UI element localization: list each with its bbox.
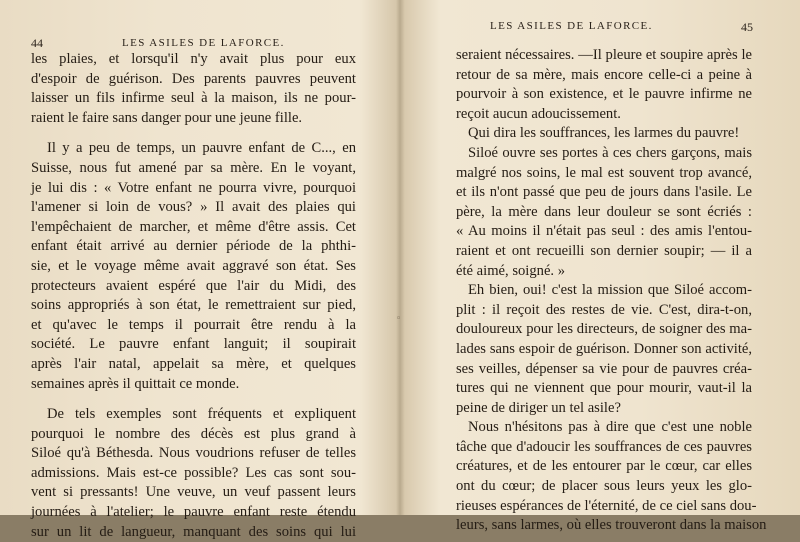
text-line: père, la mère dans leur douleur se sont écriés : xyxy=(456,203,752,220)
text-line: enfant était arrivé au dernier période de la phthi- xyxy=(31,238,356,255)
text-line: société. Le pauvre enfant languit; il soupirait xyxy=(31,336,356,353)
text-line: tâche que d'adoucir les souffrances de ces pauvres xyxy=(456,438,752,455)
left-page xyxy=(0,0,398,540)
text-line: peine de diriger un tel asile? xyxy=(456,399,621,416)
text-line: Siloé qu'à Béthesda. Nous voudrions refuser de telles xyxy=(31,445,356,462)
text-line: pourvoir à son existence, et le pauvre infirme ne xyxy=(456,86,752,103)
text-line: Qui dira les souffrances, les larmes du pauvre! xyxy=(468,125,740,142)
text-line: raient le faire sans danger pour une jeune fille. xyxy=(31,109,303,126)
text-line: soins appropriés à son état, le remettraient sur pied, xyxy=(31,297,356,314)
text-line: ont du cœur; de placer sous leurs yeux les glo- xyxy=(456,478,752,495)
text-line: plit : il reçoit des restes de vie. C'est, dira-t-on, xyxy=(456,301,752,318)
text-line: protecteurs avaient espéré que l'air du Midi, des xyxy=(31,277,356,294)
text-line: leurs, sans larmes, où elles trouveront dans la maison xyxy=(456,517,767,534)
text-line: Siloé ouvre ses portes à ces chers garçons, mais xyxy=(468,144,752,161)
text-line: je lui dis : « Votre enfant ne pourra vivre, pourquoi xyxy=(31,179,356,196)
paragraph-gap xyxy=(31,394,356,405)
text-line: retour de sa mère, mais encore celle-ci a peine à xyxy=(456,66,752,83)
text-line: ses veilles, dépenser sa vie pour de pauvres créa- xyxy=(456,360,752,377)
text-line: malgré nos soins, le mal est souvent trop avancé, xyxy=(456,164,752,181)
text-line: après l'air natal, appelait sa mère, et quelques xyxy=(31,355,356,372)
text-line: et ils n'ont passé que peu de jours dans l'asile. Le xyxy=(456,184,752,201)
text-line: sur un lit de langueur, manquant des soins qui lui xyxy=(31,523,356,540)
text-line: les plaies, et lorsqu'il n'y avait plus pour eux xyxy=(31,51,356,67)
text-line: raient et ont recueilli son dernier soupir; — il a xyxy=(456,242,752,259)
text-line: Eh bien, oui! c'est la mission que Siloé accom- xyxy=(468,282,752,299)
page-number: 45 xyxy=(741,20,753,34)
text-line: reçoit aucun adoucissement. xyxy=(456,105,621,122)
body-text xyxy=(31,50,356,542)
text-line: De tels exemples sont fréquents et expliquent xyxy=(47,406,356,423)
text-line: seraient nécessaires. —Il pleure et soupire après le xyxy=(456,47,752,63)
text-line: admissions. Mais est-ce possible? Les cas sont sou- xyxy=(31,464,356,481)
text-line: « Au moins il n'était pas seul : des amis l'entou- xyxy=(456,223,752,240)
page-number: 44 xyxy=(31,36,43,50)
text-line: créatures, et de les entourer par le cœur, car elles xyxy=(456,458,752,475)
text-line: tures qui ne viennent que pour mourir, vaut-il la xyxy=(456,380,752,397)
text-line: et qu'avec le temps il pourrait être rendu à la xyxy=(31,316,356,333)
text-line: l'amener si loin de vous? » Il avait des plaies qui xyxy=(31,199,356,216)
text-line: Suisse, nous fut amené par sa mère. En le voyant, xyxy=(31,159,356,176)
text-line: semaines après il quittait ce monde. xyxy=(31,375,240,392)
text-line: laisser un fils infirme seul à la maison, ils ne pour- xyxy=(31,90,356,107)
text-line: l'empêchaient de marcher, et même d'être assis. Cet xyxy=(31,218,356,235)
text-line: été aimé, soigné. » xyxy=(456,262,566,279)
running-head: LES ASILES DE LAFORCE. xyxy=(122,37,285,49)
gutter-ornament: ◦ xyxy=(396,314,402,324)
text-line: lades sans espoir de guérison. Donner son activité, xyxy=(456,340,752,357)
text-line: Il y a peu de temps, un pauvre enfant de C..., en xyxy=(47,140,356,157)
text-line: pourquoi le nombre des décès est plus grand à xyxy=(31,425,356,442)
paragraph-gap xyxy=(31,128,356,139)
right-page xyxy=(402,0,800,534)
text-line: sie, et le voyage même avait aggravé son état. Ses xyxy=(31,257,356,274)
text-line: vent si pressants! Une veuve, un veuf passent leurs xyxy=(31,484,356,501)
running-head: LES ASILES DE LAFORCE. xyxy=(490,20,653,32)
text-line: d'espoir de guérison. Des parents pauvres peuvent xyxy=(31,70,356,87)
body-text xyxy=(456,46,767,536)
text-line: journées à l'atelier; le pauvre enfant reste étendu xyxy=(31,504,356,521)
text-line: Nous n'hésitons pas à dire que c'est une noble xyxy=(468,419,752,436)
text-line: douloureux pour les directeurs, de soigner des ma- xyxy=(456,321,752,338)
text-line: rieuses espérances de l'éternité, de ce ciel sans dou- xyxy=(456,497,757,514)
